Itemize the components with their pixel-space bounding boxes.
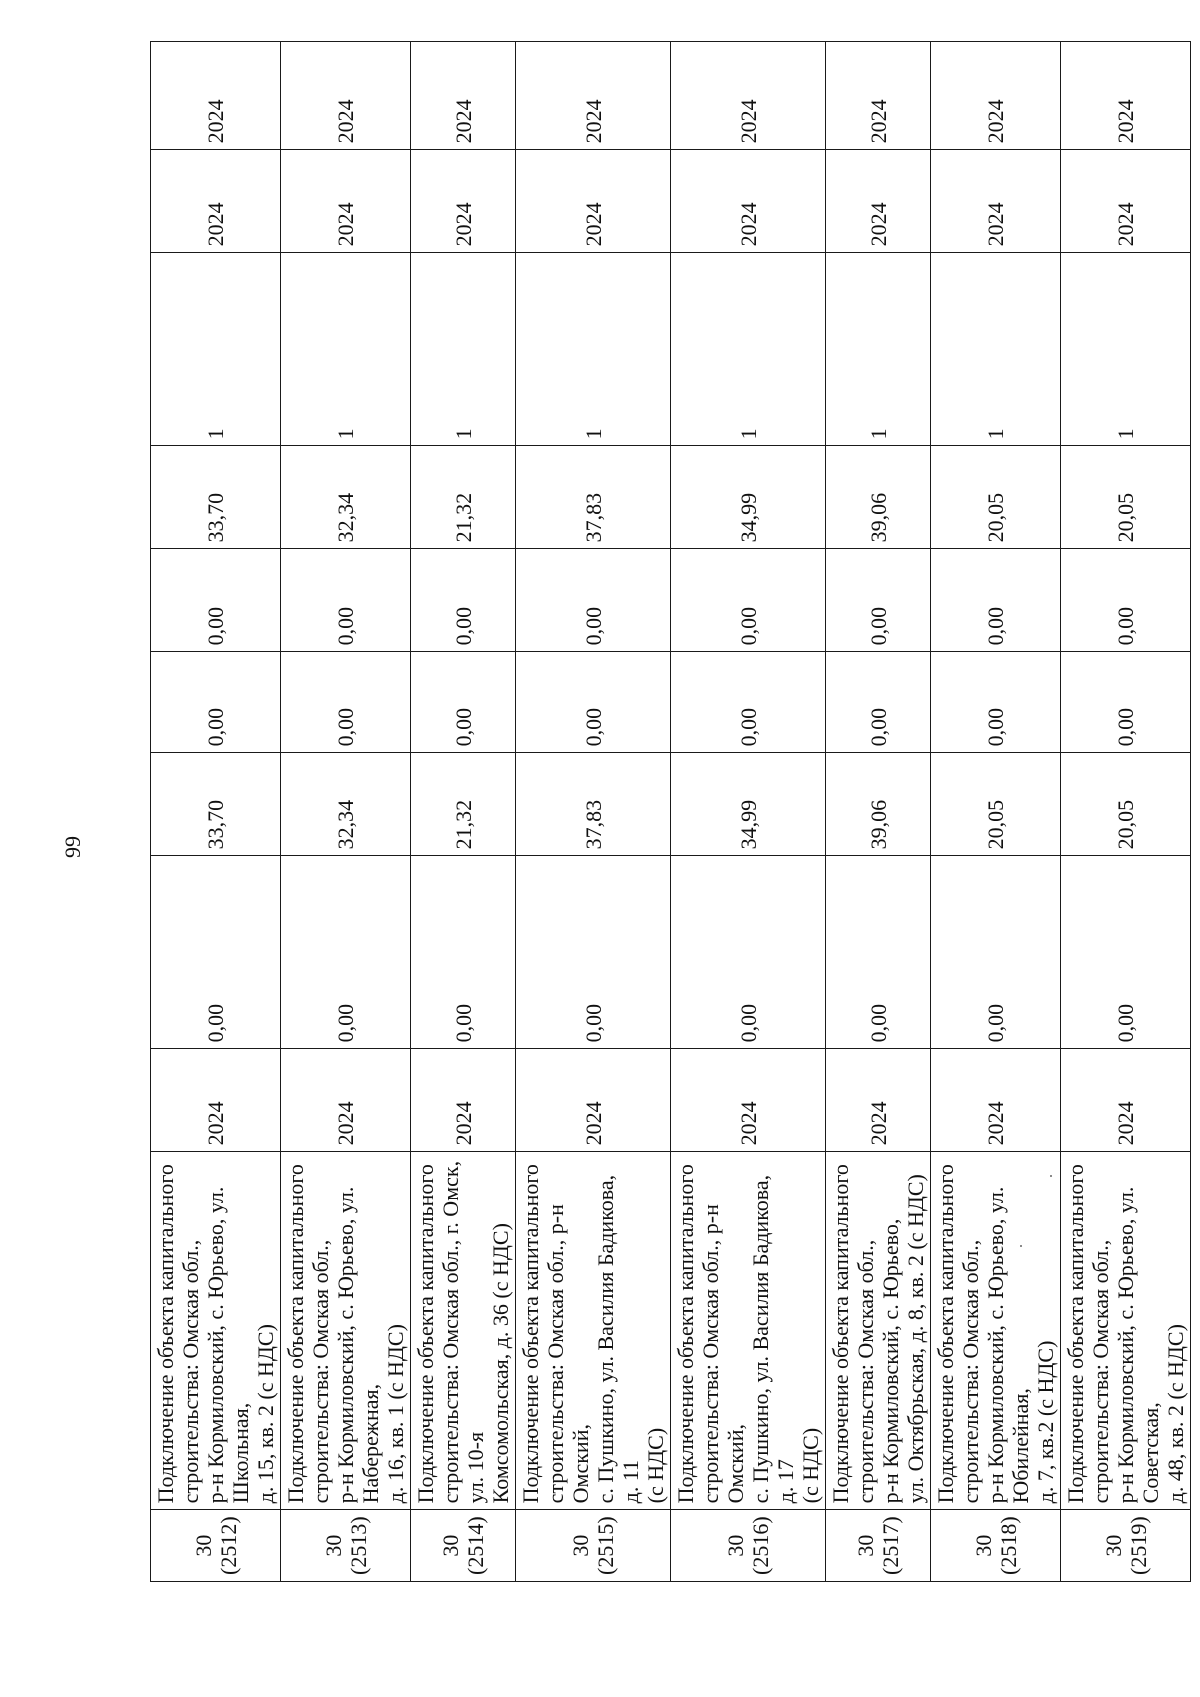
year-a-cell: 2024 (1061, 150, 1191, 253)
table-row (151, 42, 281, 1582)
value-cell-2: 34,99 (671, 753, 826, 856)
value-cell-1: 0,00 (931, 856, 1061, 1049)
row-number: 30 (438, 1534, 463, 1557)
year-start-cell: 2024 (411, 1049, 516, 1152)
scan-speck (1050, 1175, 1052, 1177)
year-a-cell: 2024 (151, 150, 281, 253)
value-cell-4: 0,00 (281, 549, 411, 652)
value-cell-2: 39,06 (826, 753, 931, 856)
row-name-line: Подключение объекта капитального (828, 1164, 853, 1504)
value-cell-1: 0,00 (826, 856, 931, 1049)
year-start-cell: 2024 (1061, 1049, 1191, 1152)
row-name-line: Подключение объекта капитального (1063, 1164, 1088, 1504)
table-row (1061, 42, 1191, 1582)
row-name-line: Комсомольская, д. 36 (с НДС) (488, 1223, 513, 1504)
row-name-line: р-н Кормиловский, с. Юрьево, ул. Юбилейная, (983, 1186, 1033, 1504)
value-cell-1: 0,00 (671, 856, 826, 1049)
row-name-line: с. Пушкино, ул. Василия Бадикова, д. 11 (593, 1174, 643, 1504)
row-name-line: р-н Кормиловский, с. Юрьево, ул. Советская, (1113, 1186, 1163, 1504)
value-cell-3: 0,00 (281, 652, 411, 753)
value-cell-5: 39,06 (826, 446, 931, 549)
count-cell: 1 (281, 253, 411, 446)
year-a-cell: 2024 (826, 150, 931, 253)
row-code: (2517) (878, 1516, 903, 1575)
row-name-cell (671, 1152, 826, 1510)
value-cell-2: 33,70 (151, 753, 281, 856)
row-name-line: Подключение объекта капитального (413, 1164, 438, 1504)
year-b-cell: 2024 (931, 42, 1061, 150)
row-name-cell (826, 1152, 931, 1510)
row-code: (2519) (1125, 1516, 1151, 1575)
row-name-cell (411, 1152, 516, 1510)
year-b-cell: 2024 (1061, 42, 1191, 150)
year-start-cell: 2024 (931, 1049, 1061, 1152)
row-name-line: Подключение объекта капитального (518, 1164, 543, 1504)
row-code: (2518) (995, 1516, 1021, 1575)
value-cell-1: 0,00 (1061, 856, 1191, 1049)
row-number: 30 (970, 1534, 996, 1557)
year-a-cell: 2024 (931, 150, 1061, 253)
year-start-cell: 2024 (516, 1049, 671, 1152)
row-name-line: д. 48, кв. 2 (с НДС) (1163, 1324, 1188, 1504)
value-cell-4: 0,00 (516, 549, 671, 652)
value-cell-4: 0,00 (826, 549, 931, 652)
year-b-cell: 2024 (411, 42, 516, 150)
value-cell-2: 37,83 (516, 753, 671, 856)
row-name-line: Подключение объекта капитального (283, 1164, 308, 1504)
year-a-cell: 2024 (281, 150, 411, 253)
row-number: 30 (320, 1534, 346, 1557)
value-cell-5: 37,83 (516, 446, 671, 549)
year-start-cell: 2024 (826, 1049, 931, 1152)
row-number-cell (516, 1510, 671, 1582)
row-name-line: строительства: Омская обл., (853, 1239, 878, 1504)
value-cell-5: 20,05 (931, 446, 1061, 549)
year-start-cell: 2024 (671, 1049, 826, 1152)
count-cell: 1 (1061, 253, 1191, 446)
row-code: (2512) (215, 1516, 241, 1575)
row-name-line: Подключение объекта капитального (673, 1164, 698, 1504)
row-name-cell (1061, 1152, 1191, 1510)
row-name-line: строительства: Омская обл., (178, 1239, 203, 1504)
row-number-cell (1061, 1510, 1191, 1582)
row-number: 30 (190, 1534, 216, 1557)
value-cell-5: 34,99 (671, 446, 826, 549)
row-name-cell (151, 1152, 281, 1510)
row-code: (2514) (463, 1516, 488, 1575)
value-cell-5: 21,32 (411, 446, 516, 549)
value-cell-2: 32,34 (281, 753, 411, 856)
row-name-line: (с НДС) (643, 1427, 668, 1504)
investment-table (150, 41, 1191, 1582)
scan-speck (1020, 1245, 1022, 1247)
value-cell-3: 0,00 (826, 652, 931, 753)
row-name-line: строительства: Омская обл., (308, 1239, 333, 1504)
count-cell: 1 (931, 253, 1061, 446)
row-number: 30 (723, 1534, 748, 1557)
year-b-cell: 2024 (151, 42, 281, 150)
count-cell: 1 (411, 253, 516, 446)
value-cell-5: 32,34 (281, 446, 411, 549)
value-cell-3: 0,00 (1061, 652, 1191, 753)
row-code: (2515) (593, 1516, 618, 1575)
value-cell-5: 33,70 (151, 446, 281, 549)
value-cell-1: 0,00 (516, 856, 671, 1049)
row-number-cell (931, 1510, 1061, 1582)
row-number: 30 (1100, 1534, 1126, 1557)
row-number: 30 (853, 1534, 878, 1557)
row-name-line: Подключение объекта капитального (153, 1164, 178, 1504)
row-name-line: р-н Кормиловский, с. Юрьево, (878, 1218, 903, 1504)
count-cell: 1 (671, 253, 826, 446)
row-name-line: р-н Кормиловский, с. Юрьево, ул. Школьная, (203, 1186, 253, 1504)
row-name-line: с. Пушкино, ул. Василия Бадикова, д. 17 (748, 1174, 798, 1504)
year-a-cell: 2024 (411, 150, 516, 253)
value-cell-4: 0,00 (671, 549, 826, 652)
row-number-cell (281, 1510, 411, 1582)
count-cell: 1 (516, 253, 671, 446)
row-number-cell (411, 1510, 516, 1582)
value-cell-4: 0,00 (411, 549, 516, 652)
value-cell-3: 0,00 (931, 652, 1061, 753)
count-cell: 1 (151, 253, 281, 446)
row-name-line: строительства: Омская обл., (958, 1239, 983, 1504)
year-start-cell: 2024 (281, 1049, 411, 1152)
row-name-line: Подключение объекта капитального (933, 1164, 958, 1504)
table-row (931, 42, 1061, 1582)
year-a-cell: 2024 (516, 150, 671, 253)
row-number-cell (826, 1510, 931, 1582)
row-number-cell (671, 1510, 826, 1582)
value-cell-2: 20,05 (1061, 753, 1191, 856)
row-name-line: строительства: Омская обл., г. Омск, ул. 10-я (438, 1160, 488, 1504)
year-a-cell: 2024 (671, 150, 826, 253)
value-cell-3: 0,00 (151, 652, 281, 753)
count-cell: 1 (826, 253, 931, 446)
row-name-line: строительства: Омская обл., р-н Омский, (543, 1204, 593, 1504)
value-cell-3: 0,00 (411, 652, 516, 753)
row-name-line: р-н Кормиловский, с. Юрьево, ул. Набережная, (333, 1186, 383, 1504)
table-row (671, 42, 826, 1582)
value-cell-5: 20,05 (1061, 446, 1191, 549)
row-name-cell (516, 1152, 671, 1510)
year-b-cell: 2024 (826, 42, 931, 150)
row-number-cell (151, 1510, 281, 1582)
value-cell-1: 0,00 (411, 856, 516, 1049)
row-name-line: строительства: Омская обл., (1088, 1239, 1113, 1504)
page-number: 99 (60, 836, 85, 858)
row-name-cell (931, 1152, 1061, 1510)
row-name-line: (с НДС) (798, 1427, 823, 1504)
row-name-line: ул. Октябрьская, д. 8, кв. 2 (с НДС) (903, 1174, 928, 1504)
year-start-cell: 2024 (151, 1049, 281, 1152)
row-code: (2516) (748, 1516, 773, 1575)
value-cell-4: 0,00 (1061, 549, 1191, 652)
value-cell-1: 0,00 (151, 856, 281, 1049)
table-row (411, 42, 516, 1582)
row-name-cell (281, 1152, 411, 1510)
value-cell-4: 0,00 (151, 549, 281, 652)
value-cell-4: 0,00 (931, 549, 1061, 652)
year-b-cell: 2024 (671, 42, 826, 150)
year-b-cell: 2024 (281, 42, 411, 150)
row-name-line: строительства: Омская обл., р-н Омский, (698, 1204, 748, 1504)
row-name-line: д. 7, кв.2 (с НДС) (1033, 1340, 1058, 1504)
row-code: (2513) (345, 1516, 371, 1575)
value-cell-3: 0,00 (671, 652, 826, 753)
value-cell-3: 0,00 (516, 652, 671, 753)
table-row (281, 42, 411, 1582)
table-row (826, 42, 931, 1582)
row-name-line: д. 16, кв. 1 (с НДС) (383, 1324, 408, 1504)
value-cell-2: 20,05 (931, 753, 1061, 856)
row-name-line: д. 15, кв. 2 (с НДС) (253, 1324, 278, 1504)
year-b-cell: 2024 (516, 42, 671, 150)
value-cell-1: 0,00 (281, 856, 411, 1049)
value-cell-2: 21,32 (411, 753, 516, 856)
table-row (516, 42, 671, 1582)
row-number: 30 (568, 1534, 593, 1557)
